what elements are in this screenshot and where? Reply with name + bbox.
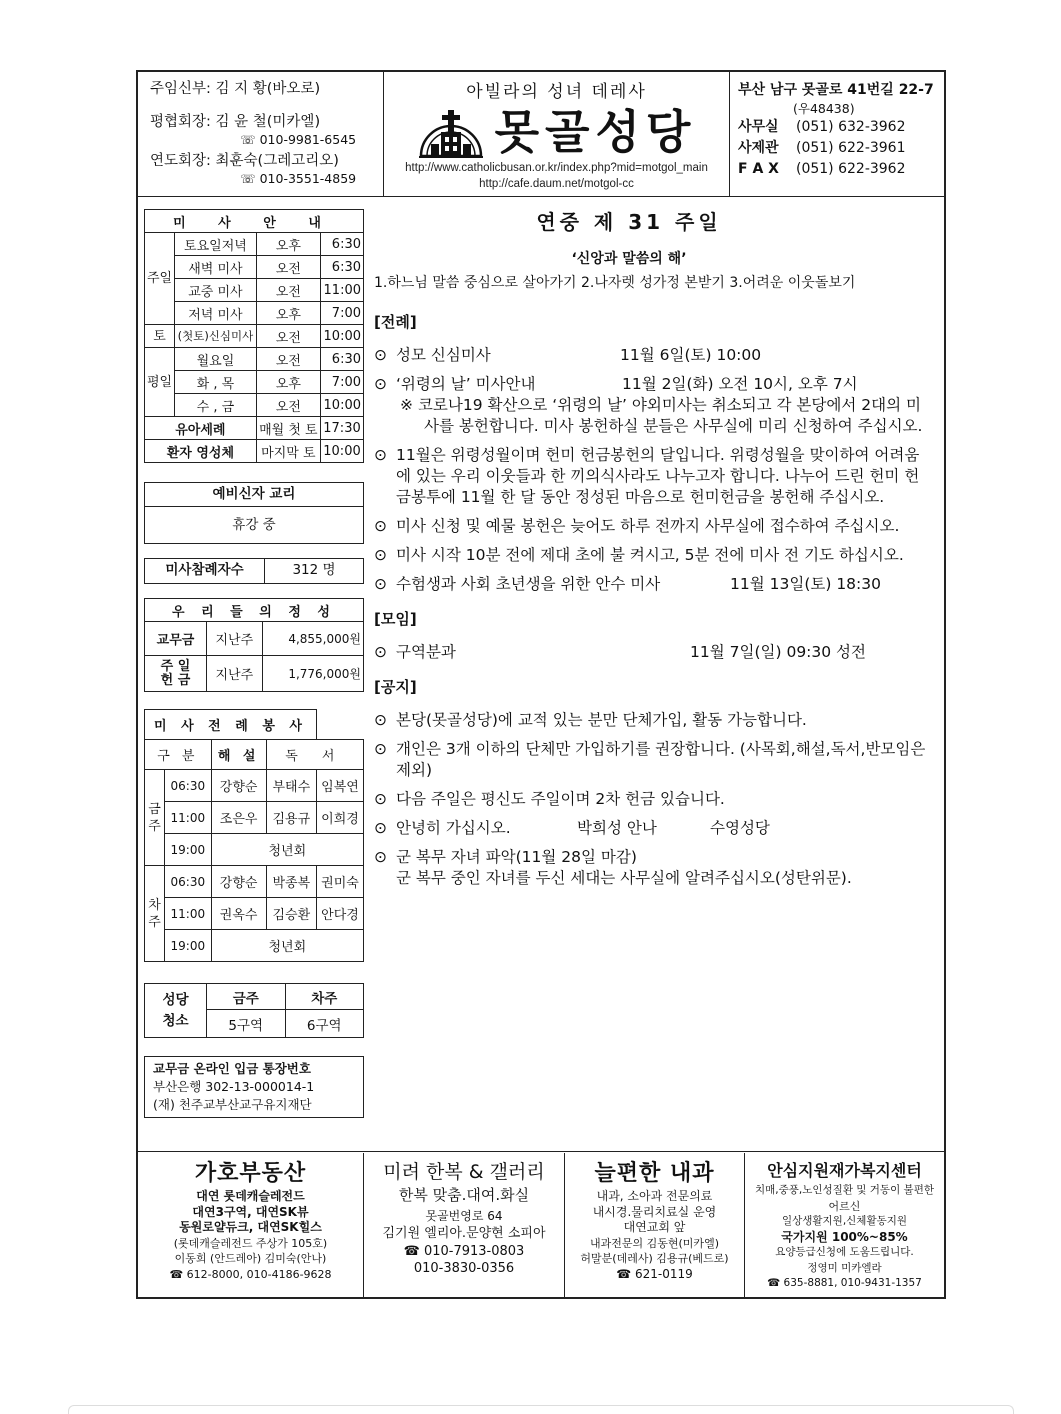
cleaning-this-value: 5구역 [207,1010,286,1038]
ad-phone: ☎ 621-0119 [616,1266,693,1281]
website-link[interactable]: http://www.catholicbusan.or.kr/index.php?mid=motgol_main [405,162,708,174]
server-commentary: 조은우 [211,802,266,834]
servers-table [144,709,364,962]
ad-line: 동원로얄듀크, 대연SK힐스 [179,1220,322,1234]
catechumen-status: 휴강 중 [232,517,276,533]
ad-line: 치매,중풍,노인성질환 및 거동이 불편한 [755,1184,934,1196]
ad-title: 가호부동산 [194,1161,307,1186]
ads-divider [138,1151,944,1152]
council-chair: 평협회장: 김 윤 철(미카엘) [150,114,321,130]
infant-baptism-when: 매월 첫 토 [256,417,320,440]
cleaning-label: 성당 청소 [145,984,207,1038]
mass-ampm: 오전 [256,394,320,417]
offerings-table [144,598,364,692]
ad-line: 요양등급신청에 도움드립니다. [775,1246,914,1258]
horizontal-scrollbar[interactable] [68,1405,1014,1414]
notice-text: 성모 신심미사 [396,346,491,364]
year-chair: 연도회장: 최훈숙(그레고리오) [150,153,339,169]
pastor: 주임신부: 김 지 황(바오로) [150,81,321,97]
section-liturgy: [전례] [374,313,417,331]
mass-ampm: 오후 [256,371,320,394]
infant-baptism-label: 유아세례 [145,417,257,440]
section-meeting: [모임] [374,610,417,628]
ad-phone: 010-3830-0356 [413,1260,515,1276]
office-label: 사무실 [738,119,779,135]
catechumen-box [144,482,364,544]
mass-ampm: 오전 [256,256,320,279]
mass-ampm: 오전 [256,279,320,302]
notice-text: 미사 신청 및 예물 봉헌은 늦어도 하루 전까지 사무실에 접수하여 주십시오. [396,517,900,535]
ad-line: 허말분(데레사) 김용규(베드로) [580,1252,729,1265]
mass-time: 6:30 [321,233,364,256]
server-time: 19:00 [165,930,212,962]
mass-name: 교중 미사 [175,279,257,302]
offerings-title: 우 리 들 의 정 성 [145,599,364,622]
bullet-icon: ⊙ [374,848,387,866]
ad-line: 일상생활지원,신체활동지원 [781,1215,908,1227]
ad-line: 못골번영로 64 [425,1209,503,1223]
section-notice: [공지] [374,678,417,696]
ad-line: 대연교회 앞 [623,1220,686,1234]
ad-line: 한복 맞춤.대여.화실 [398,1186,530,1204]
offering-amount: 4,855,000원 [262,622,363,656]
ad-title: 늘편한 내과 [594,1161,715,1186]
mass-name: 수 , 금 [175,394,257,417]
ad-title: 미려 한복 & 갤러리 [383,1161,545,1183]
fax-label: F A X [738,161,779,177]
ad-line: 정영미 미카엘라 [807,1261,882,1274]
bullet-icon: ⊙ [374,575,387,593]
notice-text: ‘위령의 날’ 미사안내 [396,375,536,393]
bullet-icon: ⊙ [374,546,387,564]
col-division: 구 분 [145,740,212,770]
ad-line: 어르신 [828,1199,861,1213]
council-phone: 010-9981-6545 [259,132,357,147]
mass-name: 화 , 목 [175,371,257,394]
bullet-icon: ⊙ [374,790,387,808]
theme-list: 1.하느님 말씀 중심으로 살아가기 2.나자렛 성가정 본받기 3.어려운 이웃돌보기 [374,275,856,291]
server-reader: 권미숙 [316,866,363,898]
sick-communion-time: 10:00 [321,440,364,463]
mass-time: 10:00 [321,325,364,348]
notice-text: 다음 주일은 평신도 주일이며 2차 헌금 있습니다. [396,790,725,808]
server-group: 청년회 [211,930,363,962]
mass-ampm: 오전 [256,348,320,371]
bank-holder: (재) 천주교부산교구유지재단 [153,1097,312,1112]
server-reader: 이희경 [316,802,363,834]
notice-text: 수험생과 사회 초년생을 위한 안수 미사 [396,575,661,593]
next-week-label: 차주 [145,866,165,962]
saturday-label: 토 [145,325,175,348]
cafe-link[interactable]: http://cafe.daum.net/motgol-cc [479,178,634,190]
mass-name: 새벽 미사 [175,256,257,279]
cleaning-this-label: 금주 [207,984,286,1010]
notice-date: 11월 7일(일) 09:30 성전 [690,643,866,661]
server-reader: 김승환 [266,898,316,930]
col-commentary: 해 설 [211,740,266,770]
patron-saint: 아빌라의 성녀 데레사 [466,82,647,102]
bullet-icon: ⊙ [374,375,387,393]
notice-date: 11월 2일(화) 오전 10시, 오후 7시 [622,375,858,393]
ads-row [138,1153,944,1299]
cleaning-next-label: 차주 [285,984,364,1010]
server-time: 11:00 [165,802,212,834]
server-reader: 부태수 [266,770,316,802]
mass-time: 7:00 [321,371,364,394]
offering-period: 지난주 [207,622,263,656]
bullet-icon: ⊙ [374,517,387,535]
header-divider [138,196,944,197]
server-time: 19:00 [165,834,212,866]
server-commentary: 강향순 [211,770,266,802]
offering-amount: 1,776,000원 [262,656,363,692]
this-week-label: 금주 [145,770,165,866]
sick-communion-label: 환자 영성체 [145,440,257,463]
mass-time: 6:30 [321,348,364,371]
bullet-icon: ⊙ [374,740,387,758]
mass-schedule-table [144,209,364,463]
server-time: 06:30 [165,770,212,802]
bullet-icon: ⊙ [374,346,387,364]
offering-label: 주 일 헌 금 [145,656,207,692]
notice-text: 미사 시작 10분 전에 제대 초에 불 켜시고, 5분 전에 미사 전 기도 하십시오. [396,546,904,564]
attendance-value: 312 명 [292,562,336,578]
notice-text-2: 군 복무 중인 자녀를 두신 세대는 사무실에 알려주십시오(성탄위문). [396,869,852,887]
notice-date: 11월 6일(토) 10:00 [620,346,762,364]
mass-name: 토요일저녁 [175,233,257,256]
header-officers [138,72,384,196]
mass-time: 10:00 [321,394,364,417]
notice-text: 본당(못골성당)에 교적 있는 분만 단체가입, 활동 가능합니다. [396,711,807,729]
infant-baptism-time: 17:30 [321,417,364,440]
year-theme: ‘신앙과 말씀의 해’ [571,251,687,267]
address: 부산 남구 못골로 41번길 22-7 [738,82,934,98]
mass-schedule-title: 미 사 안 내 [145,210,364,233]
ad-phone: ☎ 010-7913-0803 [403,1243,525,1259]
church-name: 못골성당 [494,105,697,159]
ad-line: 이동희 (안드레아) 김미숙(안나) [174,1252,327,1265]
header-title-block [384,72,730,196]
cleaning-table [144,983,364,1038]
ad-care-center [745,1153,944,1299]
notice-text: 11월은 위령성월이며 헌미 헌금봉헌의 달입니다. 위령성월을 맞이하여 어려움에 있는 우리 이웃들과 한 끼의식사라도 나누고자 합니다. 나누어 드린 헌미 헌금봉투에 11월 한 달 동안 정성된 마음으로 헌미헌금을 봉헌해 주십시오. [396,446,920,506]
mass-ampm: 오후 [256,233,320,256]
fax-number: (051) 622-3962 [796,161,906,177]
col-reading: 독 서 [266,740,363,770]
mass-time: 7:00 [321,302,364,325]
servers-title: 미 사 전 례 봉 사 [145,710,317,740]
sick-communion-when: 마지막 토 [256,440,320,463]
mass-name: 월요일 [175,348,257,371]
offering-period: 지난주 [207,656,263,692]
postcode: (우48438) [793,101,855,116]
cleaning-next-value: 6구역 [285,1010,364,1038]
church-logo-icon [417,104,485,160]
notice-note: ※ 코로나19 확산으로 ‘위령의 날’ 야외미사는 취소되고 각 본당에서 2대의 미사를 봉헌합니다. 미사 봉헌하실 분들은 사무실에 미리 신청하여 주십시오. [400,396,923,435]
server-commentary: 강향순 [211,866,266,898]
rectory-phone: (051) 622-3961 [796,140,906,156]
sunday-label: 주일 [145,233,175,325]
server-time: 06:30 [165,866,212,898]
bullet-icon: ⊙ [374,643,387,661]
ad-line: 내과, 소아과 전문의료 [596,1189,713,1203]
server-group: 청년회 [211,834,363,866]
mass-ampm: 오전 [256,325,320,348]
weekday-label: 평일 [145,348,175,417]
notice-text: 안녕히 가십시오. [396,819,511,837]
phone-icon: ☏ [240,171,260,186]
bank-account: 부산은행 302-13-000014-1 [153,1079,315,1094]
ad-phone: ☎ 635-8881, 010-9431-1357 [767,1277,922,1289]
server-commentary: 권옥수 [211,898,266,930]
bank-title: 교무금 온라인 입금 통장번호 [153,1061,311,1076]
catechumen-title: 예비신자 교리 [145,483,363,507]
mass-ampm: 오후 [256,302,320,325]
ad-line: (롯데캐슬레전드 주상가 105호) [173,1236,328,1250]
notice-text: 구역분과 [396,643,456,661]
ad-title: 안심지원재가복지센터 [767,1161,922,1180]
ad-line: 내시경.물리치료실 운영 [592,1204,717,1219]
ad-phone: ☎ 612-8000, 010-4186-9628 [169,1267,332,1281]
year-phone: 010-3551-4859 [259,171,357,186]
mass-name: 저녁 미사 [175,302,257,325]
offering-label: 교무금 [145,622,207,656]
notice-parish: 수영성당 [710,819,770,837]
server-reader: 임복연 [316,770,363,802]
mass-time: 11:00 [321,279,364,302]
ad-line: 김기원 엘리아.문양현 소피아 [382,1225,546,1241]
ad-clinic [565,1153,745,1299]
office-phone: (051) 632-3962 [796,119,906,135]
ad-line: 대연 롯데캐슬레전드 [196,1189,305,1203]
bank-box [144,1056,364,1118]
ad-hanbok [364,1153,565,1299]
notice-name: 박희성 안나 [577,819,657,837]
mass-time: 6:30 [321,256,364,279]
ad-line: 대연3구역, 대연SK뷰 [192,1204,309,1219]
bulletin-frame [136,70,946,1299]
main-content [374,212,934,889]
bullet-icon: ⊙ [374,711,387,729]
bullet-icon: ⊙ [374,819,387,837]
page-title: 연중 제 31 주일 [536,210,722,234]
attendance-box [144,558,364,584]
ad-realestate [138,1153,364,1299]
server-reader: 김용규 [266,802,316,834]
bullet-icon: ⊙ [374,446,387,464]
server-reader: 안다경 [316,898,363,930]
server-time: 11:00 [165,898,212,930]
mass-name: (첫토)신심미사 [175,325,257,348]
notice-text: 군 복무 자녀 파악(11월 28일 마감) [396,848,637,866]
header-contact [730,72,944,196]
ad-line: 내과전문의 김동현(미카엘) [590,1236,719,1250]
phone-icon: ☏ [240,132,260,147]
server-reader: 박종복 [266,866,316,898]
notice-text: 개인은 3개 이하의 단체만 가입하기를 권장합니다. (사목회,해설,독서,반모임은 제외) [396,740,926,779]
notice-date: 11월 13일(토) 18:30 [730,575,881,593]
ad-line: 국가지원 100%~85% [781,1229,908,1244]
rectory-label: 사제관 [738,140,779,156]
attendance-label: 미사참례자수 [145,559,265,583]
